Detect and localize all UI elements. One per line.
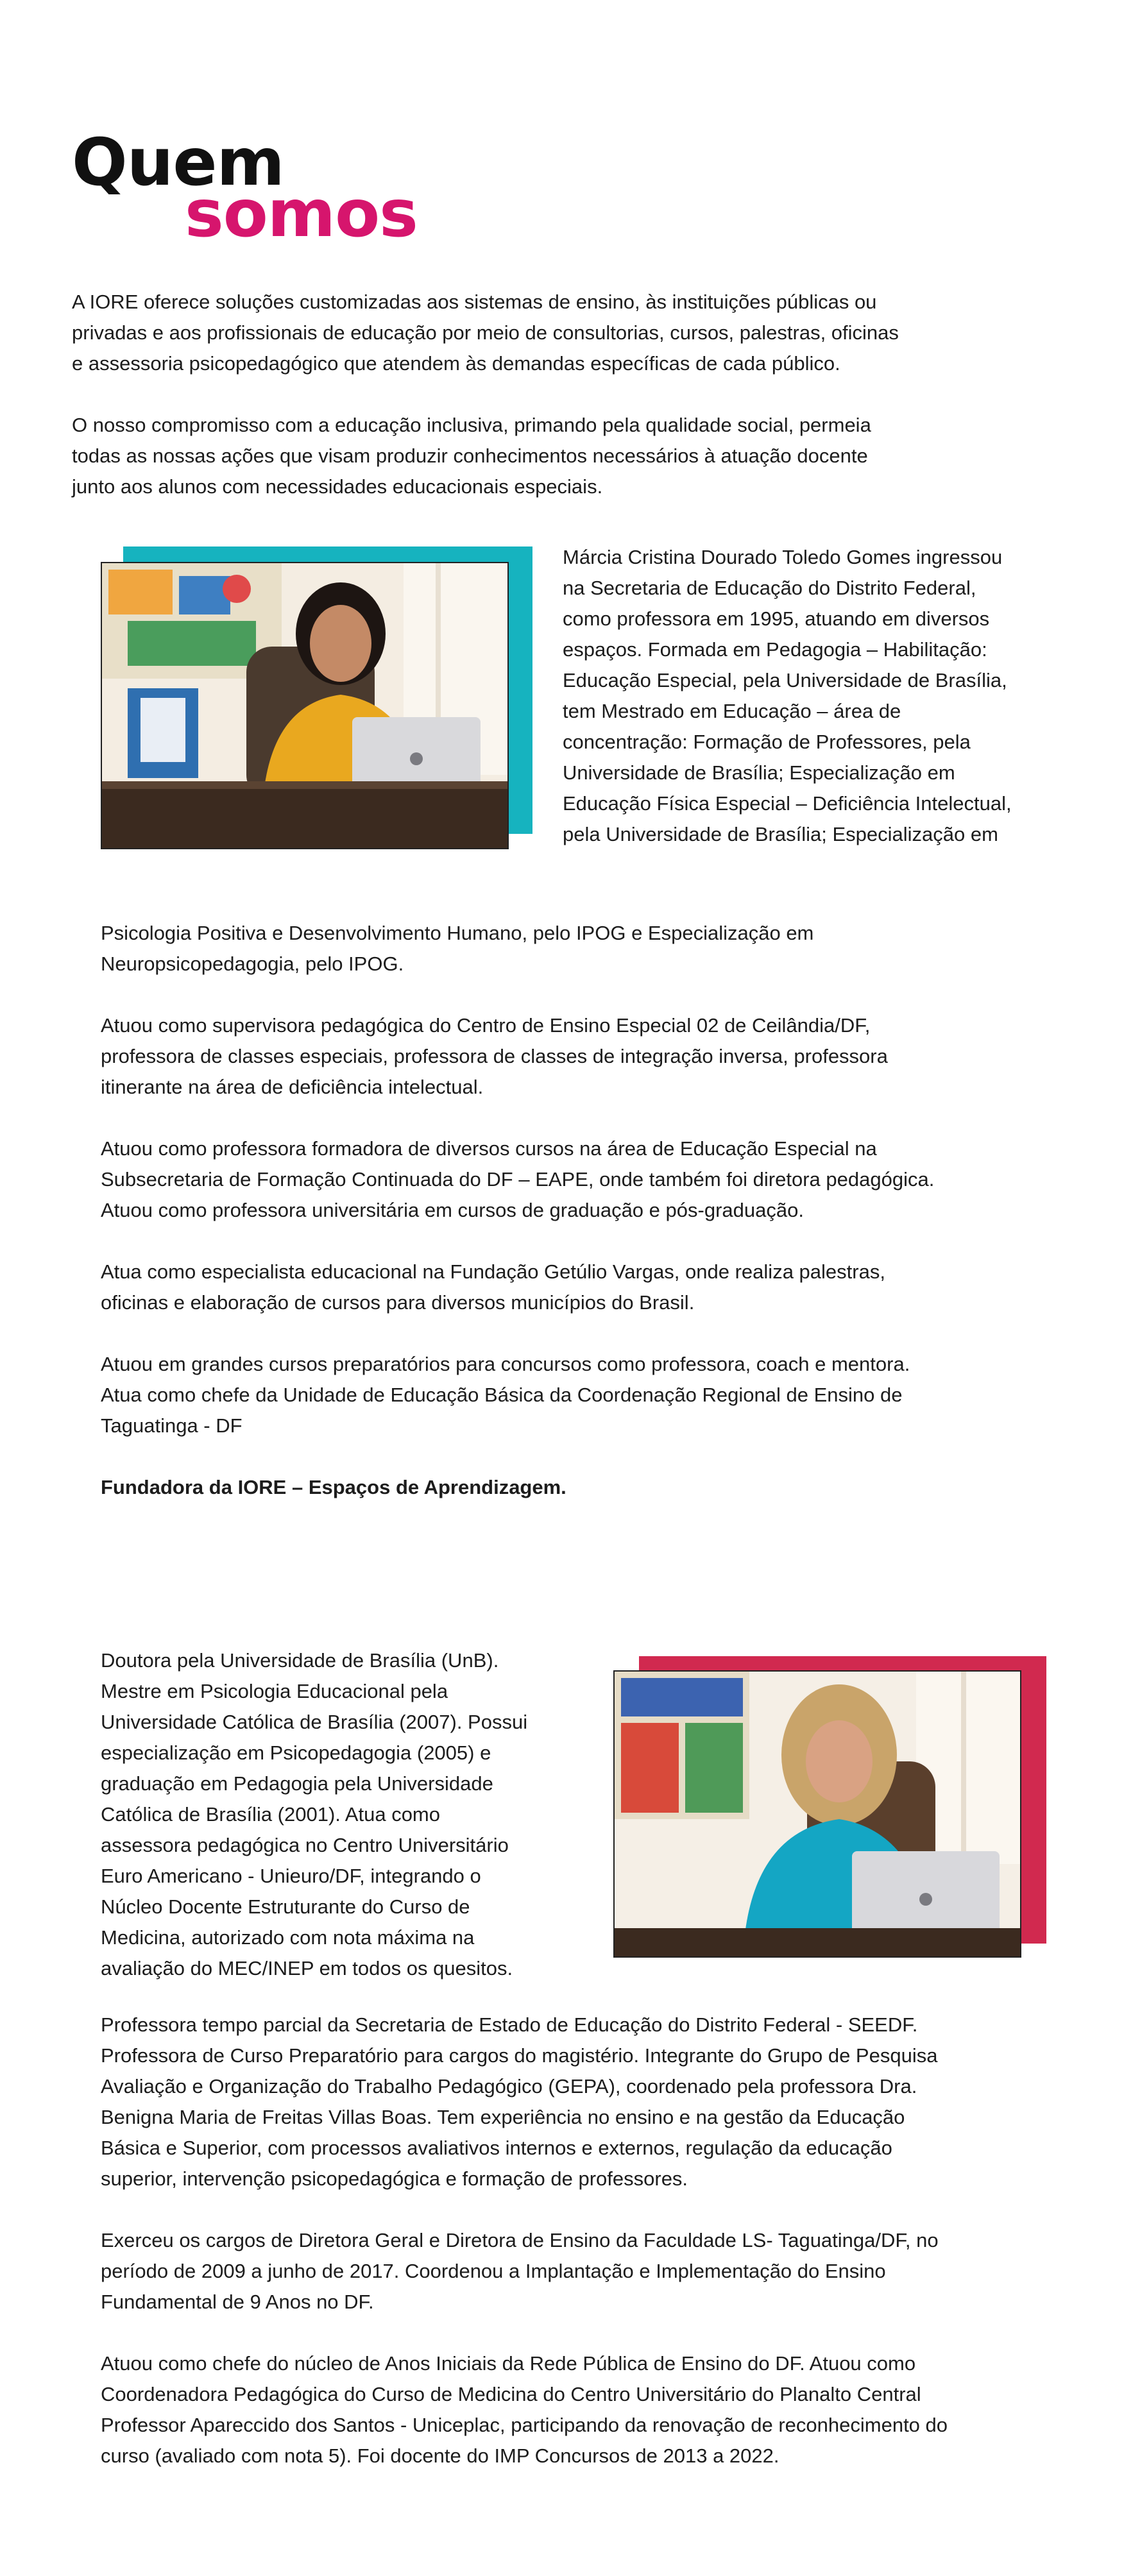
bio-second-intro: Doutora pela Universidade de Brasília (UnB). Mestre em Psicologia Educacional pela Universidade Católica de Brasília (2007). Possui especialização em Psicopedagogia (2005) e graduação em Pedagogia pela Universidade Católica de Brasília (2001). Atua como assessora pedagógica no Centro Universitário Euro Americano - Unieuro/DF, integrando o Núcleo Docente Estruturante do Curso de Medicina, autorizado com nota máxima na avaliação do MEC/INEP em todos os quesitos. bbox=[101, 1649, 528, 1979]
bio-marcia-paragraph: Psicologia Positiva e Desenvolvimento Humano, pelo IPOG e Especialização em Neuropsicopedagogia, pelo IPOG. bbox=[101, 922, 814, 975]
portrait-photo-marcia bbox=[101, 562, 509, 849]
portrait-photo-second-educator bbox=[613, 1670, 1021, 1958]
bio-second-paragraph: Exerceu os cargos de Diretora Geral e Diretora de Ensino da Faculdade LS- Taguatinga/DF, no período de 2009 a junho de 2017. Coordenou a Implantação e Implementação do Ensino Fundamental de 9 Anos no DF. bbox=[101, 2229, 939, 2313]
heading-line-quem: Quem bbox=[72, 124, 284, 201]
intro-paragraph-2: O nosso compromisso com a educação inclusiva, primando pela qualidade social, permeia todas as nossas ações que visam produzir conhecimentos necessários à atuação docente junto aos alunos com necessidades educacionais especiais. bbox=[72, 414, 871, 498]
bio-marcia-intro: Márcia Cristina Dourado Toledo Gomes ingressou na Secretaria de Educação do Distrito Federal, como professora em 1995, atuando em diversos espaços. Formada em Pedagogia – Habilitação: Educação Especial, pela Universidade de Brasília, tem Mestrado em Educação – área de concentração: Formação de Professores, pela Universidade de Brasília; Especialização em Educação Física Especial – Deficiência Intelectual, pela Universidade de Brasília; Especialização em bbox=[563, 546, 1012, 845]
bio-second-paragraph: Professora tempo parcial da Secretaria de Estado de Educação do Distrito Federal - SEEDF. Professora de Curso Preparatório para cargos do magistério. Integrante do Grupo de Pesquisa Avaliação e Organização do Trabalho Pedagógico (GEPA), coordenado pela professora Dra. Benigna Maria de Freitas Villas Boas. Tem experiência no ensino e na gestão da Educação Básica e Superior, com processos avaliativos internos e externos, regulação da educação superior, intervenção psicopedagógica e formação de professores. bbox=[101, 2013, 938, 2190]
intro-paragraph-1: A IORE oferece soluções customizadas aos sistemas de ensino, às instituições públicas ou privadas e aos profissionais de educação por meio de consultorias, cursos, palestras, oficinas e assessoria psicopedagógico que atendem às demandas específicas de cada público. bbox=[72, 291, 899, 375]
bio-second-paragraph: Atuou como chefe do núcleo de Anos Iniciais da Rede Pública de Ensino do DF. Atuou como Coordenadora Pedagógica do Curso de Medicina do Centro Universitário do Planalto Central Professor Apareccido dos Santos - Uniceplac, participando da renovação de reconhecimento do curso (avaliado com nota 5). Foi docente do IMP Concursos de 2013 a 2022. bbox=[101, 2352, 948, 2467]
bio-marcia-founder-line: Fundadora da IORE – Espaços de Aprendizagem. bbox=[101, 1476, 566, 1498]
heading-line-somos: somos bbox=[185, 176, 418, 252]
bio-marcia-paragraph: Atua como especialista educacional na Fundação Getúlio Vargas, onde realiza palestras, oficinas e elaboração de cursos para diversos municípios do Brasil. bbox=[101, 1260, 885, 1314]
bio-marcia-paragraph: Atuou como professora formadora de diversos cursos na área de Educação Especial na Subsecretaria de Formação Continuada do DF – EAPE, onde também foi diretora pedagógica. Atuou como professora universitária em cursos de graduação e pós-graduação. bbox=[101, 1137, 935, 1221]
bio-marcia-paragraph: Atuou como supervisora pedagógica do Centro de Ensino Especial 02 de Ceilândia/DF, professora de classes especiais, professora de classes de integração inversa, professora itinerante na área de deficiência intelectual. bbox=[101, 1014, 888, 1098]
bio-marcia-paragraph: Atuou em grandes cursos preparatórios para concursos como professora, coach e mentora. Atua como chefe da Unidade de Educação Básica da Coordenação Regional de Ensino de Taguatinga - DF bbox=[101, 1353, 910, 1437]
